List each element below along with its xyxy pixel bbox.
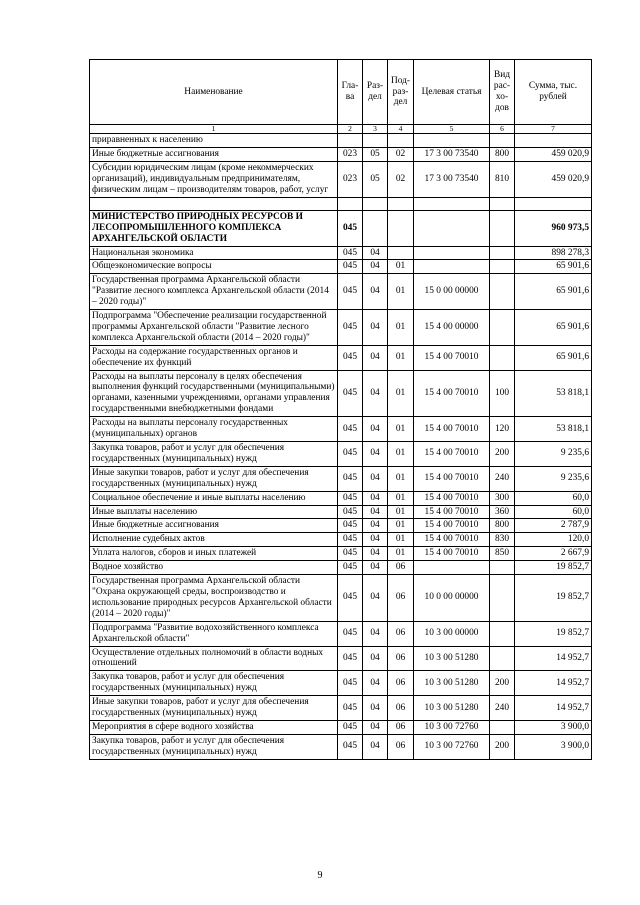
cell-razdel: 04 xyxy=(363,696,388,721)
cell-tselevaya-statya: 15 4 00 70010 xyxy=(414,345,490,370)
cell-tselevaya-statya: 15 4 00 70010 xyxy=(414,519,490,533)
cell-glava: 045 xyxy=(338,561,363,575)
cell-razdel: 04 xyxy=(363,491,388,505)
table-row xyxy=(90,547,592,561)
cell-tselevaya-statya xyxy=(414,134,490,148)
cell-summa: 3 900,0 xyxy=(515,720,592,734)
cell-tselevaya-statya: 15 4 00 70010 xyxy=(414,442,490,467)
cell-vid-raskhodov xyxy=(490,720,515,734)
cell-name: Закупка товаров, работ и услуг для обеспечения государственных (муниципальных) нужд xyxy=(90,734,338,759)
cell-razdel: 04 xyxy=(363,442,388,467)
cell-name: Социальное обеспечение и иные выплаты населению xyxy=(90,491,338,505)
cell-tselevaya-statya: 15 4 00 70010 xyxy=(414,547,490,561)
cell-razdel: 04 xyxy=(363,274,388,310)
cell-razdel: 04 xyxy=(363,417,388,442)
cell-glava: 045 xyxy=(338,442,363,467)
cell-tselevaya-statya: 15 4 00 70010 xyxy=(414,417,490,442)
cell-razdel xyxy=(363,210,388,246)
column-number: 2 xyxy=(338,125,363,134)
cell-name: Закупка товаров, работ и услуг для обеспечения государственных (муниципальных) нужд xyxy=(90,442,338,467)
cell-name: Общеэкономические вопросы xyxy=(90,260,338,274)
cell-podrazdel: 06 xyxy=(388,646,414,671)
cell-podrazdel: 06 xyxy=(388,696,414,721)
cell-summa: 65 901,6 xyxy=(515,274,592,310)
cell-name: Государственная программа Архангельской области "Развитие лесного комплекса Архангельской области (2014 – 2020 годы)" xyxy=(90,274,338,310)
cell-razdel: 04 xyxy=(363,547,388,561)
cell-podrazdel: 06 xyxy=(388,734,414,759)
cell-summa: 53 818,1 xyxy=(515,370,592,417)
cell-glava: 045 xyxy=(338,621,363,646)
cell-glava: 045 xyxy=(338,734,363,759)
cell-tselevaya-statya: 15 4 00 70010 xyxy=(414,491,490,505)
cell-vid-raskhodov: 120 xyxy=(490,417,515,442)
cell-name: Иные закупки товаров, работ и услуг для обеспечения государственных (муниципальных) нужд xyxy=(90,696,338,721)
table-row xyxy=(90,370,592,417)
cell-summa: 459 020,9 xyxy=(515,162,592,198)
table-row xyxy=(90,134,592,148)
cell-razdel: 04 xyxy=(363,621,388,646)
cell-razdel: 04 xyxy=(363,310,388,346)
cell-name: Субсидии юридическим лицам (кроме некоммерческих организаций), индивидуальным предпринимателям, физическим лицам – производителям товаров, работ, услуг xyxy=(90,162,338,198)
cell-summa: 65 901,6 xyxy=(515,260,592,274)
cell-name: приравненных к населению xyxy=(90,134,338,148)
empty-cell xyxy=(363,197,388,210)
cell-name: Национальная экономика xyxy=(90,246,338,260)
cell-glava: 045 xyxy=(338,210,363,246)
cell-razdel: 04 xyxy=(363,345,388,370)
table-row xyxy=(90,260,592,274)
cell-name: Осуществление отдельных полномочий в области водных отношений xyxy=(90,646,338,671)
cell-razdel: 04 xyxy=(363,519,388,533)
cell-razdel: 04 xyxy=(363,575,388,622)
cell-razdel: 04 xyxy=(363,720,388,734)
header-razdel: Раз-дел xyxy=(363,60,388,125)
header-summa: Сумма, тыс. рублей xyxy=(515,60,592,125)
cell-vid-raskhodov: 100 xyxy=(490,370,515,417)
table-row xyxy=(90,533,592,547)
column-number: 7 xyxy=(515,125,592,134)
column-number-row xyxy=(90,125,592,134)
cell-vid-raskhodov xyxy=(490,210,515,246)
cell-name: Закупка товаров, работ и услуг для обеспечения государственных (муниципальных) нужд xyxy=(90,671,338,696)
cell-podrazdel: 02 xyxy=(388,162,414,198)
cell-vid-raskhodov: 800 xyxy=(490,148,515,162)
cell-podrazdel: 01 xyxy=(388,345,414,370)
cell-vid-raskhodov xyxy=(490,646,515,671)
table-row xyxy=(90,162,592,198)
table-body xyxy=(90,134,592,759)
cell-glava: 045 xyxy=(338,505,363,519)
cell-podrazdel: 02 xyxy=(388,148,414,162)
cell-tselevaya-statya: 15 4 00 70010 xyxy=(414,466,490,491)
cell-glava: 045 xyxy=(338,646,363,671)
cell-razdel: 04 xyxy=(363,646,388,671)
cell-tselevaya-statya xyxy=(414,561,490,575)
cell-podrazdel: 06 xyxy=(388,720,414,734)
cell-glava: 045 xyxy=(338,533,363,547)
table-row xyxy=(90,671,592,696)
table-row xyxy=(90,310,592,346)
cell-name: Иные закупки товаров, работ и услуг для обеспечения государственных (муниципальных) нужд xyxy=(90,466,338,491)
cell-summa: 898 278,3 xyxy=(515,246,592,260)
cell-podrazdel: 06 xyxy=(388,575,414,622)
cell-tselevaya-statya: 10 3 00 00000 xyxy=(414,621,490,646)
cell-razdel: 04 xyxy=(363,260,388,274)
cell-podrazdel: 01 xyxy=(388,417,414,442)
cell-vid-raskhodov: 800 xyxy=(490,519,515,533)
cell-podrazdel xyxy=(388,134,414,148)
cell-vid-raskhodov: 300 xyxy=(490,491,515,505)
cell-glava: 045 xyxy=(338,575,363,622)
empty-cell xyxy=(515,197,592,210)
cell-summa: 2 787,9 xyxy=(515,519,592,533)
table-row xyxy=(90,148,592,162)
cell-glava: 023 xyxy=(338,162,363,198)
cell-podrazdel: 06 xyxy=(388,671,414,696)
cell-summa xyxy=(515,134,592,148)
cell-podrazdel: 01 xyxy=(388,442,414,467)
cell-glava: 045 xyxy=(338,720,363,734)
cell-tselevaya-statya: 17 3 00 73540 xyxy=(414,148,490,162)
cell-tselevaya-statya: 10 3 00 72760 xyxy=(414,734,490,759)
table-row xyxy=(90,519,592,533)
table-row xyxy=(90,491,592,505)
cell-name: Уплата налогов, сборов и иных платежей xyxy=(90,547,338,561)
cell-razdel: 04 xyxy=(363,561,388,575)
cell-vid-raskhodov xyxy=(490,575,515,622)
cell-glava: 045 xyxy=(338,260,363,274)
header-tselevaya: Целевая статья xyxy=(414,60,490,125)
page-number: 9 xyxy=(317,870,323,881)
cell-name: Иные бюджетные ассигнования xyxy=(90,148,338,162)
cell-vid-raskhodov: 830 xyxy=(490,533,515,547)
cell-summa: 2 667,9 xyxy=(515,547,592,561)
cell-podrazdel: 01 xyxy=(388,505,414,519)
cell-vid-raskhodov: 240 xyxy=(490,466,515,491)
table-row xyxy=(90,621,592,646)
cell-podrazdel: 01 xyxy=(388,370,414,417)
cell-glava: 045 xyxy=(338,491,363,505)
cell-razdel: 04 xyxy=(363,370,388,417)
cell-razdel: 05 xyxy=(363,162,388,198)
table-row xyxy=(90,210,592,246)
cell-name: Расходы на содержание государственных органов и обеспечение их функций xyxy=(90,345,338,370)
cell-name: Иные выплаты населению xyxy=(90,505,338,519)
cell-glava: 045 xyxy=(338,246,363,260)
cell-summa: 120,0 xyxy=(515,533,592,547)
cell-vid-raskhodov xyxy=(490,260,515,274)
cell-razdel: 04 xyxy=(363,466,388,491)
empty-cell xyxy=(338,197,363,210)
cell-glava: 045 xyxy=(338,547,363,561)
cell-tselevaya-statya: 15 4 00 00000 xyxy=(414,310,490,346)
cell-summa: 53 818,1 xyxy=(515,417,592,442)
cell-tselevaya-statya xyxy=(414,246,490,260)
table-row xyxy=(90,720,592,734)
table-row xyxy=(90,417,592,442)
cell-tselevaya-statya: 10 3 00 51280 xyxy=(414,696,490,721)
cell-name: Иные бюджетные ассигнования xyxy=(90,519,338,533)
cell-vid-raskhodov: 200 xyxy=(490,671,515,696)
table-row xyxy=(90,466,592,491)
spacer-row xyxy=(90,197,592,210)
cell-podrazdel: 01 xyxy=(388,519,414,533)
cell-name: Водное хозяйство xyxy=(90,561,338,575)
header-name: Наименование xyxy=(90,60,338,125)
table-row xyxy=(90,505,592,519)
budget-table xyxy=(89,59,592,760)
cell-vid-raskhodov: 850 xyxy=(490,547,515,561)
cell-vid-raskhodov: 200 xyxy=(490,442,515,467)
cell-summa: 19 852,7 xyxy=(515,561,592,575)
cell-tselevaya-statya xyxy=(414,210,490,246)
cell-glava: 045 xyxy=(338,466,363,491)
header-row xyxy=(90,60,592,125)
table-row xyxy=(90,274,592,310)
cell-glava: 045 xyxy=(338,519,363,533)
cell-name: Исполнение судебных актов xyxy=(90,533,338,547)
cell-summa: 960 973,5 xyxy=(515,210,592,246)
column-number: 1 xyxy=(90,125,338,134)
cell-name: Подпрограмма "Обеспечение реализации государственной программы Архангельской области "Развитие лесного комплекса Архангельской области (2014 – 2020 годы)" xyxy=(90,310,338,346)
column-number: 5 xyxy=(414,125,490,134)
cell-podrazdel xyxy=(388,246,414,260)
cell-podrazdel xyxy=(388,210,414,246)
empty-cell xyxy=(388,197,414,210)
cell-summa: 60,0 xyxy=(515,491,592,505)
header-vid: Вид рас-хо-дов xyxy=(490,60,515,125)
cell-summa: 3 900,0 xyxy=(515,734,592,759)
cell-vid-raskhodov xyxy=(490,345,515,370)
cell-razdel xyxy=(363,134,388,148)
table-row xyxy=(90,442,592,467)
table-row xyxy=(90,246,592,260)
cell-summa: 19 852,7 xyxy=(515,621,592,646)
cell-glava: 045 xyxy=(338,345,363,370)
cell-tselevaya-statya: 10 3 00 51280 xyxy=(414,671,490,696)
cell-razdel: 05 xyxy=(363,148,388,162)
cell-tselevaya-statya: 17 3 00 73540 xyxy=(414,162,490,198)
cell-summa: 459 020,9 xyxy=(515,148,592,162)
cell-summa: 9 235,6 xyxy=(515,466,592,491)
cell-podrazdel: 01 xyxy=(388,260,414,274)
cell-tselevaya-statya xyxy=(414,260,490,274)
cell-razdel: 04 xyxy=(363,505,388,519)
cell-tselevaya-statya: 10 0 00 00000 xyxy=(414,575,490,622)
cell-podrazdel: 01 xyxy=(388,466,414,491)
cell-glava: 045 xyxy=(338,310,363,346)
header-podrazdel: Под-раз-дел xyxy=(388,60,414,125)
cell-podrazdel: 06 xyxy=(388,621,414,646)
column-number: 3 xyxy=(363,125,388,134)
cell-glava: 023 xyxy=(338,148,363,162)
empty-cell xyxy=(414,197,490,210)
cell-name: МИНИСТЕРСТВО ПРИРОДНЫХ РЕСУРСОВ И ЛЕСОПРОМЫШЛЕННОГО КОМПЛЕКСА АРХАНГЕЛЬСКОЙ ОБЛАСТИ xyxy=(90,210,338,246)
cell-razdel: 04 xyxy=(363,533,388,547)
table-row xyxy=(90,561,592,575)
cell-tselevaya-statya: 10 3 00 51280 xyxy=(414,646,490,671)
cell-summa: 19 852,7 xyxy=(515,575,592,622)
cell-glava: 045 xyxy=(338,696,363,721)
column-number: 4 xyxy=(388,125,414,134)
empty-cell xyxy=(90,197,338,210)
cell-vid-raskhodov xyxy=(490,274,515,310)
cell-glava: 045 xyxy=(338,671,363,696)
cell-glava: 045 xyxy=(338,274,363,310)
empty-cell xyxy=(490,197,515,210)
cell-name: Государственная программа Архангельской области "Охрана окружающей среды, воспроизводство и использование природных ресурсов Архангельской области (2014 – 2020 годы)" xyxy=(90,575,338,622)
cell-name: Расходы на выплаты персоналу в целях обеспечения выполнения функций государственными (муниципальными) органами, казенными учреждениями, органами управления государственными внебюджетными фондами xyxy=(90,370,338,417)
cell-glava: 045 xyxy=(338,417,363,442)
cell-podrazdel: 06 xyxy=(388,561,414,575)
cell-name: Подпрограмма "Развитие водохозяйственного комплекса Архангельской области" xyxy=(90,621,338,646)
table-row xyxy=(90,734,592,759)
cell-vid-raskhodov: 200 xyxy=(490,734,515,759)
cell-tselevaya-statya: 10 3 00 72760 xyxy=(414,720,490,734)
cell-summa: 14 952,7 xyxy=(515,646,592,671)
cell-vid-raskhodov xyxy=(490,561,515,575)
cell-summa: 9 235,6 xyxy=(515,442,592,467)
cell-razdel: 04 xyxy=(363,734,388,759)
cell-vid-raskhodov: 810 xyxy=(490,162,515,198)
cell-vid-raskhodov xyxy=(490,310,515,346)
cell-tselevaya-statya: 15 0 00 00000 xyxy=(414,274,490,310)
cell-summa: 14 952,7 xyxy=(515,671,592,696)
cell-tselevaya-statya: 15 4 00 70010 xyxy=(414,533,490,547)
cell-name: Мероприятия в сфере водного хозяйства xyxy=(90,720,338,734)
cell-glava xyxy=(338,134,363,148)
cell-summa: 65 901,6 xyxy=(515,310,592,346)
table-row xyxy=(90,345,592,370)
cell-summa: 60,0 xyxy=(515,505,592,519)
table-row xyxy=(90,696,592,721)
table-row xyxy=(90,575,592,622)
cell-tselevaya-statya: 15 4 00 70010 xyxy=(414,505,490,519)
header-glava: Гла-ва xyxy=(338,60,363,125)
cell-vid-raskhodov xyxy=(490,246,515,260)
cell-tselevaya-statya: 15 4 00 70010 xyxy=(414,370,490,417)
cell-podrazdel: 01 xyxy=(388,491,414,505)
cell-podrazdel: 01 xyxy=(388,533,414,547)
cell-podrazdel: 01 xyxy=(388,547,414,561)
cell-vid-raskhodov xyxy=(490,621,515,646)
cell-glava: 045 xyxy=(338,370,363,417)
cell-vid-raskhodov: 360 xyxy=(490,505,515,519)
cell-razdel: 04 xyxy=(363,671,388,696)
cell-vid-raskhodov xyxy=(490,134,515,148)
cell-name: Расходы на выплаты персоналу государственных (муниципальных) органов xyxy=(90,417,338,442)
cell-podrazdel: 01 xyxy=(388,310,414,346)
cell-summa: 14 952,7 xyxy=(515,696,592,721)
cell-vid-raskhodov: 240 xyxy=(490,696,515,721)
table-row xyxy=(90,646,592,671)
cell-podrazdel: 01 xyxy=(388,274,414,310)
cell-summa: 65 901,6 xyxy=(515,345,592,370)
column-number: 6 xyxy=(490,125,515,134)
cell-razdel: 04 xyxy=(363,246,388,260)
